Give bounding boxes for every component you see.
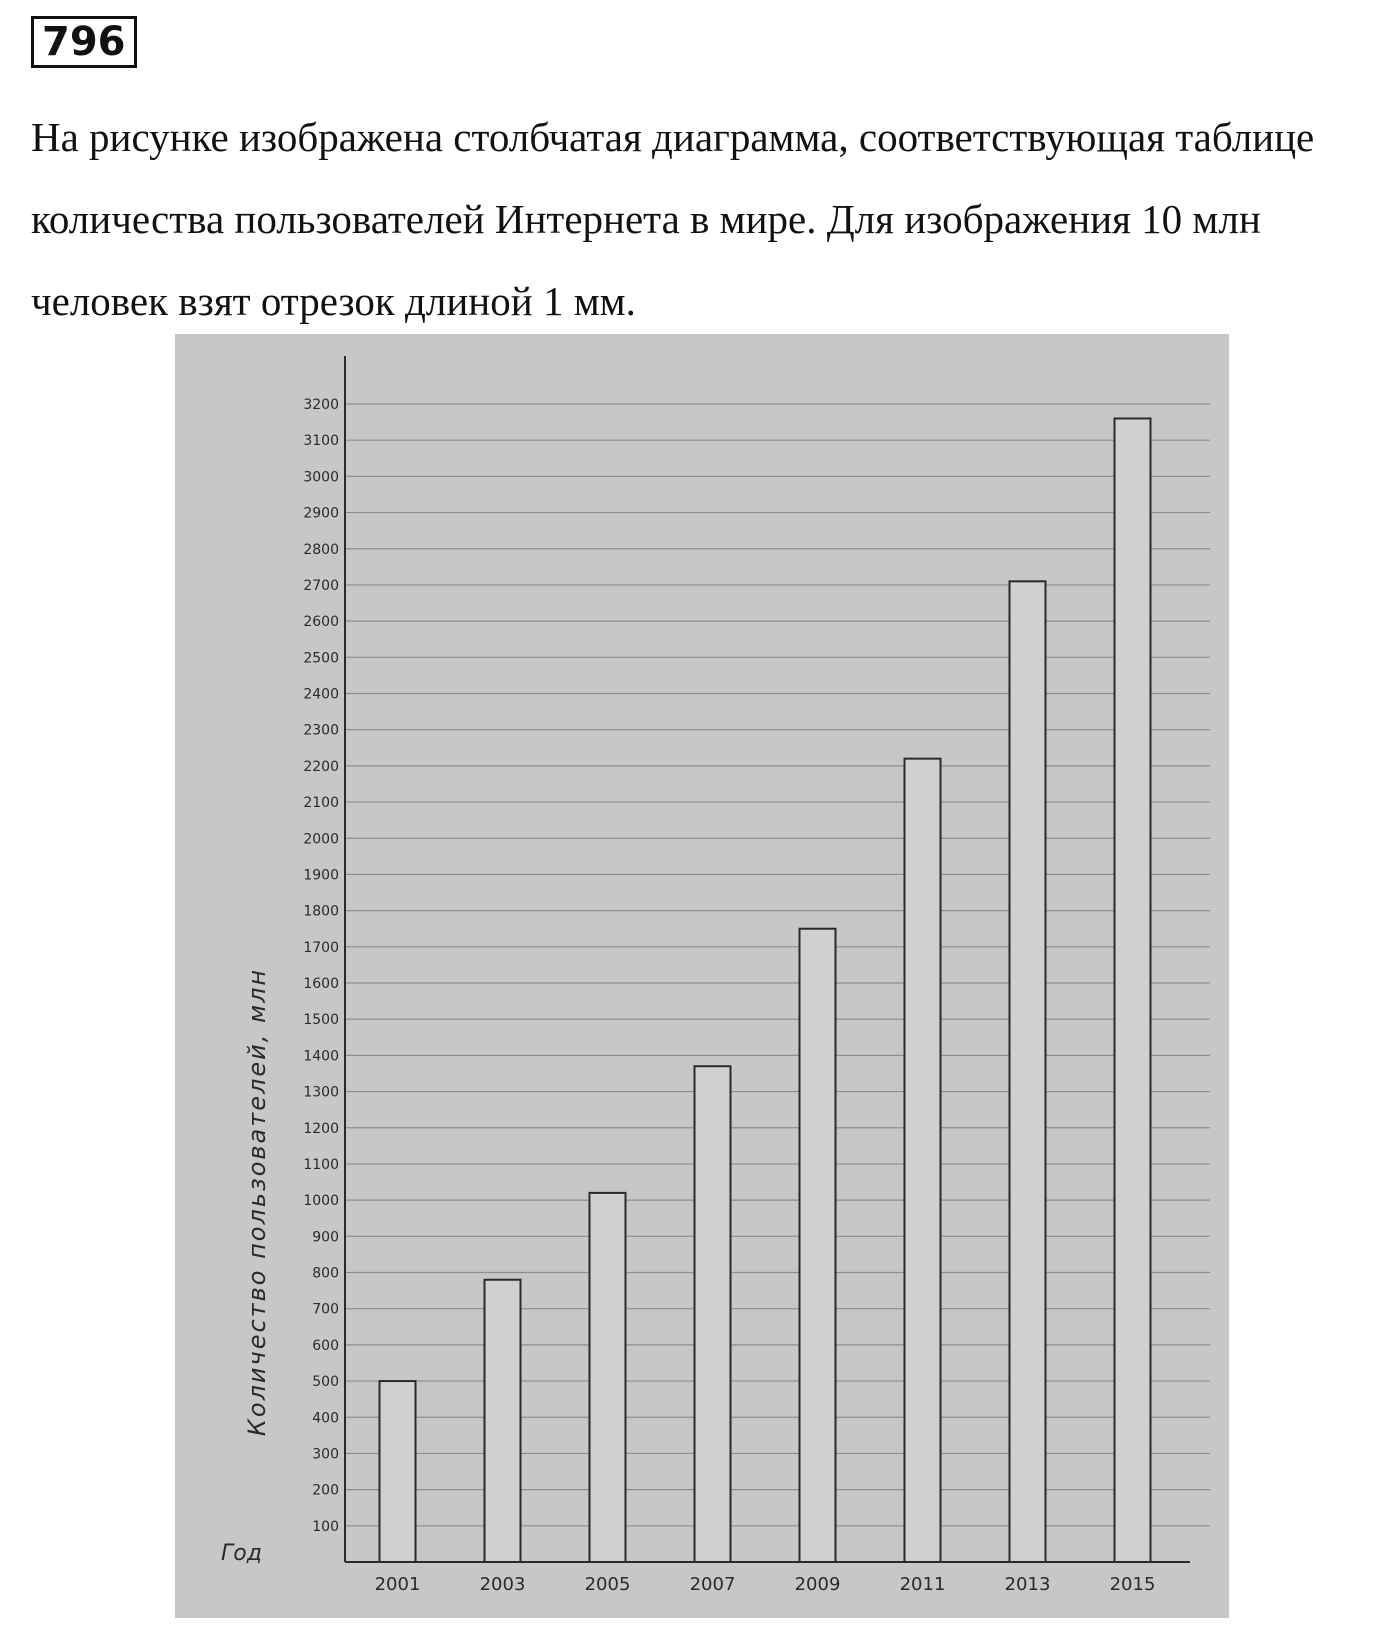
y-tick-label: 1400 [303,1048,339,1065]
bar [1010,581,1046,1562]
y-tick-label: 2000 [303,831,339,848]
x-tick-label: 2013 [1004,1574,1051,1595]
x-tick-label: 2003 [479,1574,526,1595]
y-tick-label: 2500 [303,650,339,667]
grid-lines [345,404,1210,1526]
y-axis-label: Количество пользователей, млн [243,967,271,1437]
x-tick-label: 2001 [374,1574,421,1595]
bar [800,929,836,1562]
y-tick-label: 1700 [303,939,339,956]
bar-chart [175,334,1229,1618]
y-tick-label: 1900 [303,867,339,884]
y-tick-label: 600 [312,1337,339,1354]
x-tick-label: 2015 [1109,1574,1156,1595]
x-axis-label: Год [221,1541,262,1566]
y-tick-label: 1000 [303,1193,339,1210]
task-text: На рисунке изображена столбчатая диаграмма, соответствующая таблице количества пользователей Интернета в мире. Для изображения 10 млн человек взят отрезок длиной 1 мм. [31,114,1315,324]
bar [695,1066,731,1562]
y-tick-label: 500 [312,1374,339,1391]
y-tick-label: 1800 [303,903,339,920]
y-tick-label: 2700 [303,577,339,594]
bar [905,759,941,1562]
y-tick-label: 3100 [303,433,339,450]
y-tick-label: 200 [312,1482,339,1499]
y-tick-label: 1300 [303,1084,339,1101]
y-tick-label: 2300 [303,722,339,739]
y-tick-label: 1200 [303,1120,339,1137]
bar [1115,418,1151,1562]
x-tick-label: 2011 [899,1574,946,1595]
y-tick-label: 3200 [303,397,339,413]
y-tick-label: 300 [312,1446,339,1463]
y-tick-label: 1100 [303,1156,339,1173]
y-tick-label: 800 [312,1265,339,1282]
y-tick-label: 1600 [303,976,339,992]
bars [380,418,1151,1562]
bar [380,1381,416,1562]
bar [590,1193,626,1562]
y-tick-label: 3000 [303,469,339,486]
x-tick-label: 2007 [689,1574,736,1595]
x-tick-label: 2005 [584,1574,631,1595]
y-tick-label: 900 [312,1229,339,1246]
chart-figure [175,334,1229,1618]
y-tick-label: 400 [312,1410,339,1427]
y-tick-label: 2800 [303,541,339,558]
y-tick-label: 100 [312,1518,339,1535]
y-tick-label: 2100 [303,795,339,812]
y-tick-label: 2400 [303,686,339,703]
bar [485,1280,521,1562]
y-tick-label: 2200 [303,758,339,775]
y-tick-label: 2900 [303,505,339,522]
y-tick-label: 700 [312,1301,339,1318]
y-tick-label: 1500 [303,1012,339,1029]
y-tick-label: 2600 [303,614,339,631]
x-tick-label: 2009 [794,1574,841,1595]
task-number: 796 [31,16,137,68]
